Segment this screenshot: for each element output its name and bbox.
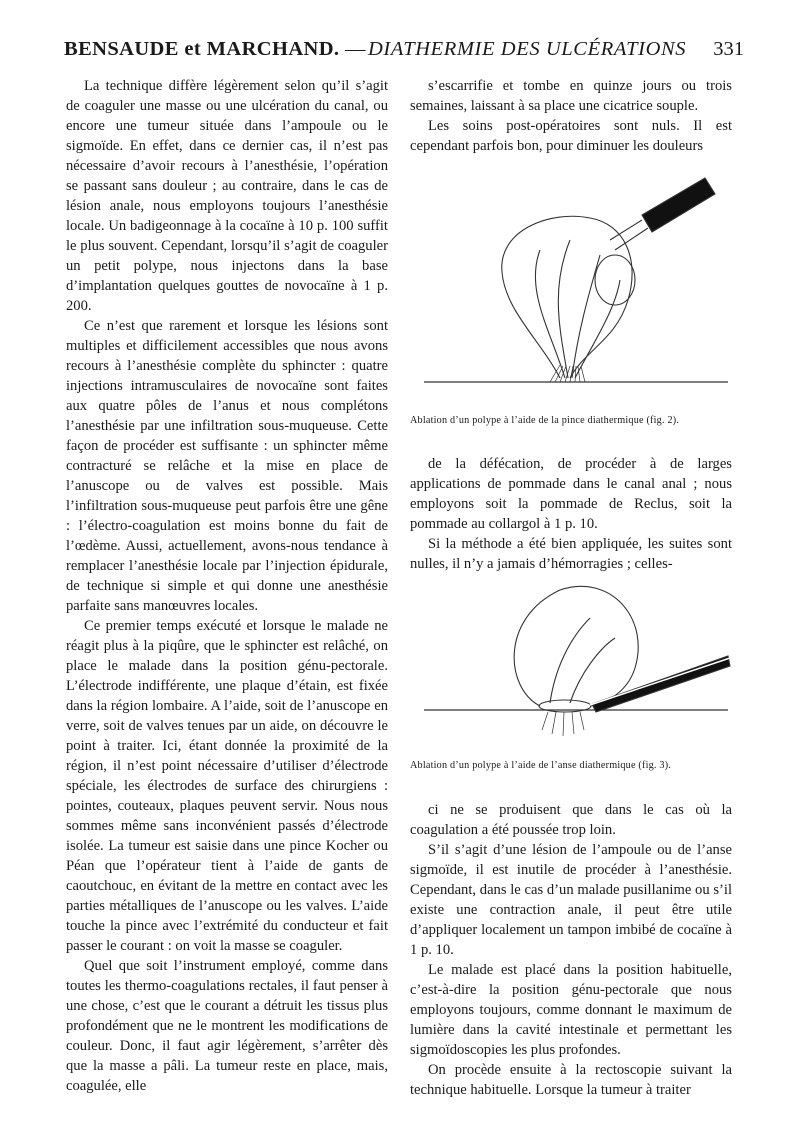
figure-2-caption: Ablation d’un polype à l’aide de la pince diathermique (fig. 2).	[410, 415, 680, 426]
paragraph: Quel que soit l’instrument employé, comme dans toutes les thermo-coagulations rectales, il faut penser à une chose, c’est que le courant a détruit les tissus plus profondément que ne le montrent les modifications de couleur. Donc, il faut agir légèrement, s’arrêter dès que la masse a pâli. La tumeur reste en place, mais, coagulée, elle	[66, 958, 388, 1094]
paragraph: On procède ensuite à la rectoscopie suivant la technique habituelle. Lorsque la tumeur à traiter	[410, 1062, 732, 1098]
paragraph: Ce premier temps exécuté et lorsque le malade ne réagit plus à la piqûre, que le sphincter est relâché, on place le malade dans la position génu-pectorale. L’électrode indifférente, une plaque d’étain, est fixée dans la région lombaire. A l’aide, soit de l’anuscope en verre, soit de valves tenues par un aide, on découvre le point à traiter. Ici, étant donnée la proximité de la région, il n’est point nécessaire d’utiliser d’électrode spéciale, les électrodes de surface des chirurgiens : pointes, couteaux, plaques peuvent servir. Nous nous sommes même sans inconvénient passés d’électrode isolée. La tumeur est saisie dans une pince Kocher ou Péan que l’opérateur tient à l’aide de gants de caoutchouc, en évitant de la mettre en contact avec les parties métalliques de l’anuscope ou les valves. L’aide touche la pince avec l’extrémité du conducteur et fait passer le courant : on voit la masse se coaguler.	[66, 618, 388, 954]
left-column	[66, 76, 388, 1096]
paragraph: Les soins post-opératoires sont nuls. Il est cependant parfois bon, pour diminuer les douleurs	[410, 118, 732, 154]
page-number: 331	[713, 38, 744, 60]
figure-3-caption: Ablation d’un polype à l’aide de l’anse diathermique (fig. 3).	[410, 760, 672, 771]
paragraph: de la défécation, de procéder à de larges applications de pommade dans le canal anal ; nous employons soit la pommade de Reclus, soit la pommade au collargol à 1 p. 10.	[410, 456, 732, 532]
figure-3-polyp-snare-illustration	[410, 578, 736, 748]
paragraph: ci ne se produisent que dans le cas où la coagulation a été poussée trop loin.	[410, 802, 732, 838]
right-column-bottom	[410, 800, 732, 1100]
paragraph: Le malade est placé dans la position habituelle, c’est-à-dire la position génu-pectorale que nous employons toujours, comme donnant le maximum de lumière dans la cavité intestinale et permettant les sigmoïdoscopies les plus profondes.	[410, 962, 732, 1058]
paragraph: s’escarrifie et tombe en quinze jours ou trois semaines, laissant à sa place une cicatrice souple.	[410, 78, 732, 114]
running-header	[64, 38, 744, 72]
paragraph: S’il s’agit d’une lésion de l’ampoule ou de l’anse sigmoïde, il est inutile de procéder à l’anesthésie. Cependant, dans le cas d’un malade pusillanime ou s’il existe une contraction anale, il peut être utile d’appliquer localement un tampon imbibé de cocaïne à 1 p. 10.	[410, 842, 732, 958]
paragraph: La technique diffère légèrement selon qu’il s’agit de coaguler une masse ou une ulcération du canal, ou encore une tumeur située dans l’ampoule ou le sigmoïde. En effet, dans ce dernier cas, il n’est pas nécessaire d’avoir recours à l’anesthésie, l’opération se passant sans douleur ; au contraire, dans le cas de lésion anale, nous employons toujours l’anesthésie locale. Un badigeonnage à la cocaïne à 10 p. 100 suffit le plus souvent. Cependant, lorsqu’il s’agit de coaguler un petit polype, nous injectons dans la base d’implantation quelques gouttes de novocaïne à 1 p. 200.	[66, 78, 388, 314]
figure-2-polyp-forceps-illustration	[410, 160, 736, 390]
header-authors: BENSAUDE et MARCHAND. —	[64, 38, 366, 60]
right-column-middle	[410, 454, 732, 574]
paragraph: Ce n’est que rarement et lorsque les lésions sont multiples et difficilement accessibles que nous avons recours à l’anesthésie complète du sphincter : quatre injections intramusculaires de novocaïne sont faites aux quatre pôles de l’anus et nous complétons l’anesthésie par une infiltration sous-muqueuse. Cette façon de procéder est suffisante : un sphincter même contracturé se relâche et la mise en place de l’anuscope ou de valves est possible. Mais l’infiltration sous-muqueuse peut parfois être une gêne : l’électro-coagulation est moins bonne du fait de l’œdème. Aussi, actuellement, avons-nous tendance à remplacer l’anesthésie locale par l’injection épidurale, de technique si simple et qui donne une anesthésie parfaite sans manœuvres locales.	[66, 318, 388, 614]
header-title: DIATHERMIE DES ULCÉRATIONS	[368, 38, 687, 60]
right-column-top	[410, 76, 732, 156]
paragraph: Si la méthode a été bien appliquée, les suites sont nulles, il n’y a jamais d’hémorragies ; celles-	[410, 536, 732, 572]
